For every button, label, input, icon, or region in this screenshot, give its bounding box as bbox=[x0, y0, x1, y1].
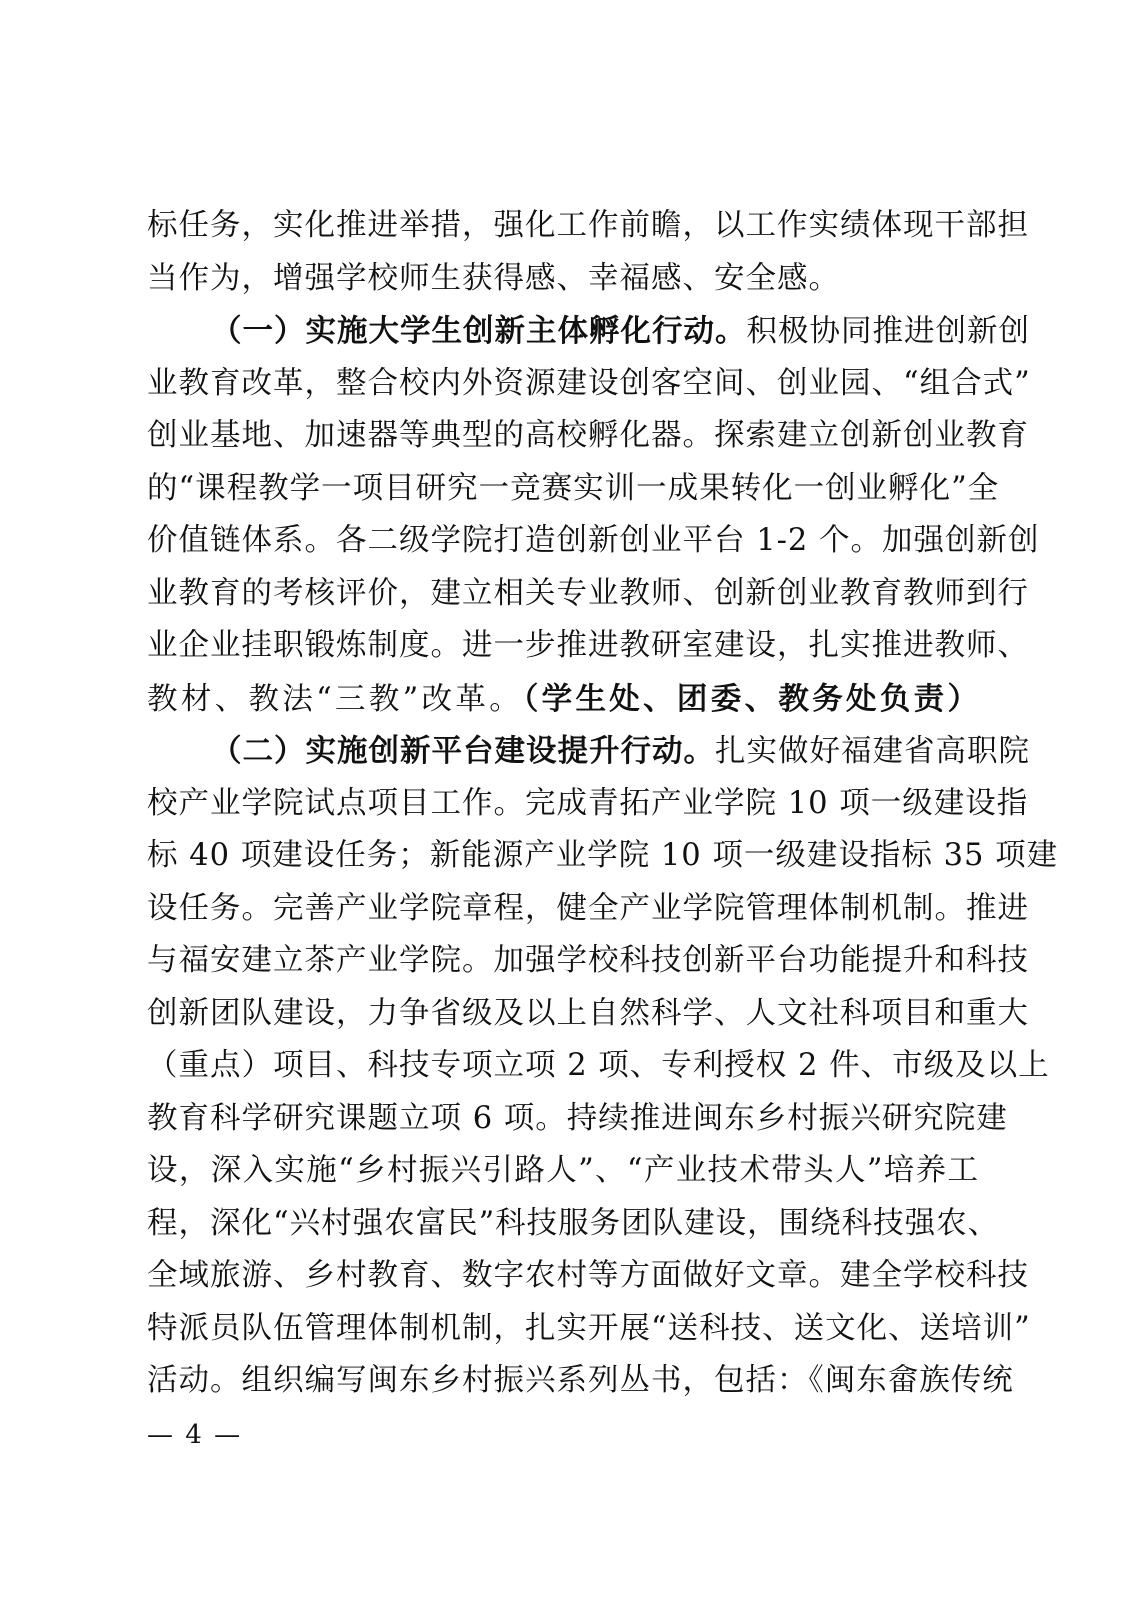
text-segment: 设任务。完善产业学院章程，健全产业学院管理体制机制。推进 bbox=[147, 890, 1029, 926]
text-line bbox=[147, 253, 979, 306]
text-segment: 积极协同推进创新创 bbox=[746, 314, 1030, 349]
text-line bbox=[147, 200, 1029, 253]
text-segment: （重点）项目、科技专项立项 2 项、专利授权 2 件、市级及以上 bbox=[147, 1048, 1050, 1083]
text-line bbox=[147, 830, 1059, 883]
text-segment: 的“课程教学一项目研究一竞赛实训一成果转化一创业孵化”全 bbox=[147, 470, 1000, 506]
text-line bbox=[147, 1198, 1000, 1251]
text-line bbox=[147, 883, 1029, 936]
text-segment: 价值链体系。各二级学院打造创新创业平台 1-2 个。加强创新创 bbox=[147, 523, 1040, 558]
text-line bbox=[147, 1303, 1031, 1356]
text-segment: 校产业学院试点项目工作。完成青拓产业学院 10 项一级建设指 bbox=[147, 785, 1029, 821]
text-line bbox=[147, 1040, 1050, 1093]
text-segment: 全域旅游、乡村教育、数字农村等方面做好文章。建全学校科技 bbox=[147, 1258, 1029, 1293]
text-segment: 教育科学研究课题立项 6 项。持续推进闽东乡村振兴研究院建 bbox=[147, 1100, 1008, 1136]
text-line bbox=[147, 1093, 1008, 1146]
text-line bbox=[147, 1145, 979, 1198]
document-body bbox=[147, 200, 1059, 1408]
text-line bbox=[147, 725, 1030, 778]
text-segment: 创新团队建设，力争省级及以上自然科学、人文社科项目和重大 bbox=[147, 995, 1029, 1031]
text-segment: 活动。组织编写闽东乡村振兴系列丛书，包括：《闽东畲族传统 bbox=[147, 1363, 1014, 1398]
text-line bbox=[147, 410, 1029, 463]
text-segment: 当作为，增强学校师生获得感、幸福感、安全感。 bbox=[147, 260, 840, 296]
text-segment: 业教育改革，整合校内外资源建设创客空间、创业园、“组合式” bbox=[147, 365, 1031, 401]
text-line bbox=[147, 620, 1029, 673]
text-line bbox=[147, 935, 1029, 988]
text-segment: 程，深化“兴村强农富民”科技服务团队建设，围绕科技强农、 bbox=[147, 1205, 1000, 1241]
bold-text-segment: （一）实施大学生创新主体孵化行动。 bbox=[211, 313, 747, 349]
text-segment: 业教育的考核评价，建立相关专业教师、创新创业教育教师到行 bbox=[147, 575, 1029, 611]
text-segment: 与福安建立茶产业学院。加强学校科技创新平台功能提升和科技 bbox=[147, 943, 1029, 978]
text-segment: 创业基地、加速器等典型的高校孵化器。探索建立创新创业教育 bbox=[147, 418, 1029, 453]
text-segment: 设，深入实施“乡村振兴引路人”、“产业技术带头人”培养工 bbox=[147, 1153, 979, 1188]
text-line bbox=[147, 673, 979, 726]
text-line bbox=[147, 568, 1029, 621]
text-line bbox=[147, 1355, 1014, 1408]
text-line bbox=[147, 463, 1000, 516]
text-line bbox=[147, 305, 1030, 358]
text-segment: 标任务，实化推进举措，强化工作前瞻，以工作实绩体现干部担 bbox=[147, 208, 1029, 243]
text-line bbox=[147, 778, 1029, 831]
text-segment: 标 40 项建设任务；新能源产业学院 10 项一级建设指标 35 项建 bbox=[147, 838, 1059, 873]
text-segment: 扎实做好福建省高职院 bbox=[715, 734, 1030, 769]
text-segment: 教材、教法“三教”改革。 bbox=[147, 681, 524, 717]
page-number: — 4 — bbox=[147, 1420, 243, 1450]
text-line bbox=[147, 358, 1031, 411]
text-line bbox=[147, 1250, 1029, 1303]
bold-text-segment: （学生处、团委、教务处负责） bbox=[523, 680, 980, 717]
text-segment: 特派员队伍管理体制机制，扎实开展“送科技、送文化、送培训” bbox=[147, 1310, 1031, 1346]
bold-text-segment: （二）实施创新平台建设提升行动。 bbox=[211, 733, 715, 769]
text-line bbox=[147, 988, 1029, 1041]
text-line bbox=[147, 515, 1040, 568]
text-segment: 业企业挂职锻炼制度。进一步推进教研室建设，扎实推进教师、 bbox=[147, 628, 1029, 663]
